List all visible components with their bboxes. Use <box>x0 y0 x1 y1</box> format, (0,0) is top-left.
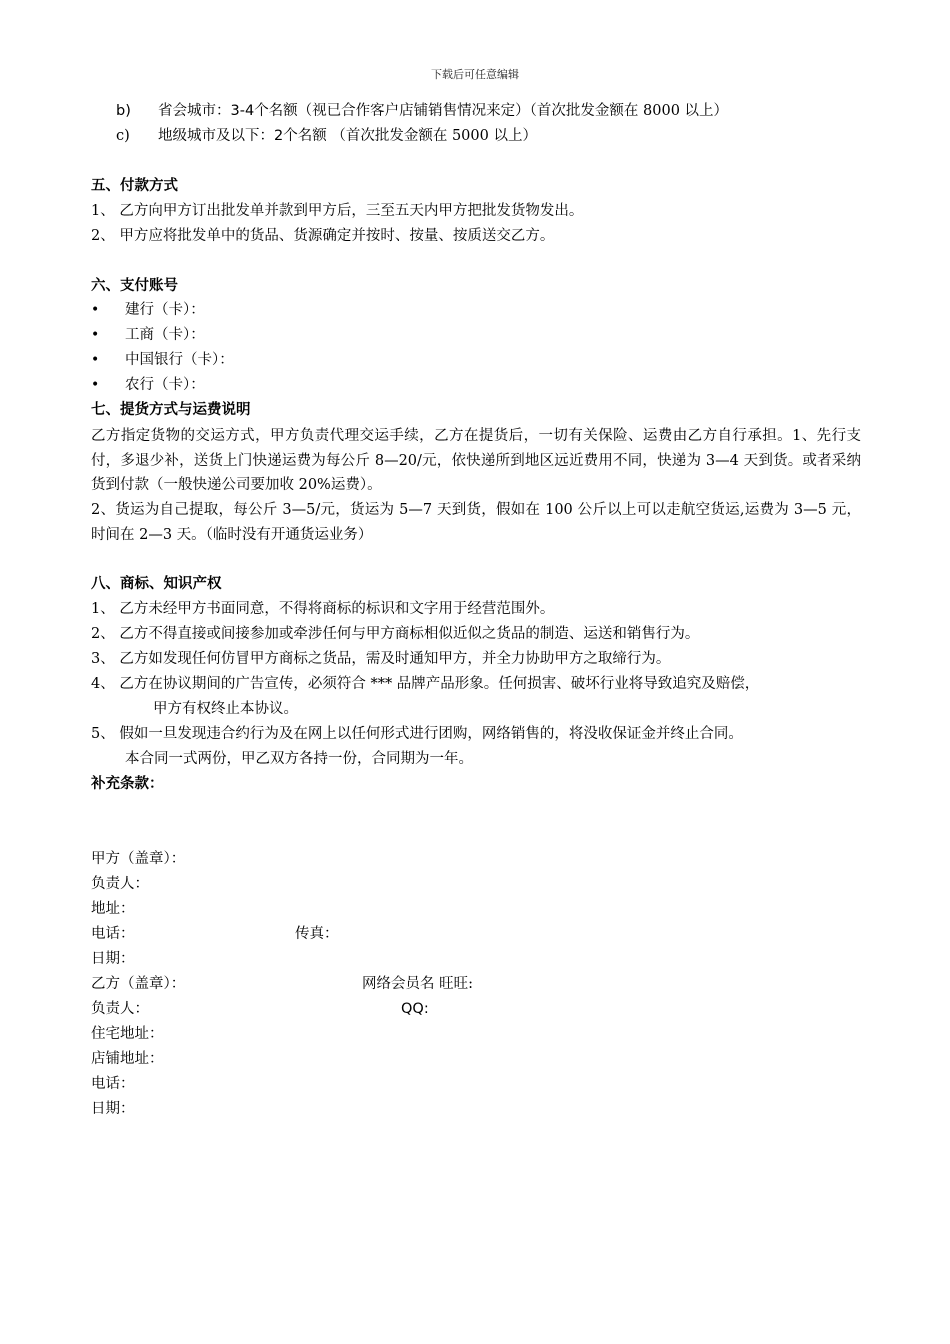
quota-b-marker: b) <box>116 103 131 119</box>
quota-c-prefix: 地级城市及以下： <box>158 128 274 144</box>
quota-c-suffix: 个名额 （首次批发金额在 5000 以上） <box>283 128 537 144</box>
page-header: 下载后可任意编辑 <box>431 68 519 81</box>
party-b-phone: 电话： <box>91 1076 135 1092</box>
bullet-dot: • <box>91 327 100 343</box>
party-a-date: 日期： <box>91 951 135 967</box>
account-abc: 农行（卡）： <box>125 377 205 393</box>
section5-item1: 1、 乙方向甲方订出批发单并款到甲方后，三至五天内甲方把批发货物发出。 <box>91 203 584 219</box>
supplement-title: 补充条款： <box>91 775 164 792</box>
party-b-member: 网络会员名 旺旺: <box>362 976 473 992</box>
section8-item1: 1、 乙方未经甲方书面同意，不得将商标的标识和文字用于经营范围外。 <box>91 601 555 617</box>
section5-title: 五、付款方式 <box>91 177 178 194</box>
party-a-person: 负责人： <box>91 876 149 892</box>
party-b-qq: QQ: <box>401 1001 429 1017</box>
party-b-person: 负责人： <box>91 1001 149 1017</box>
section8-item4: 4、 乙方在协议期间的广告宣传，必须符合 *** 品牌产品形象。任何损害、破坏行业将导致追究及赔偿， <box>91 676 760 692</box>
bullet-dot: • <box>91 377 100 393</box>
section8-item3: 3、 乙方如发现任何仿冒甲方商标之货品，需及时通知甲方，并全力协助甲方之取缔行为。 <box>91 651 671 667</box>
quota-c-line <box>158 126 537 146</box>
section7-para2: 2、货运为自己提取，每公斤 3—5/元，货运为 5—7 天到货，假如在 100 公斤以上可以走航空货运,运费为 3—5 元，时间在 2—3 天。（临时没有开通货运业务） <box>91 502 861 543</box>
quota-b-suffix: 个名额（视已合作客户店铺销售情况来定）（首次批发金额在 8000 以上） <box>254 103 729 119</box>
account-ccb: 建行（卡）： <box>125 302 205 318</box>
party-b-seal: 乙方（盖章）： <box>91 976 186 992</box>
party-b-home: 住宅地址： <box>91 1026 164 1042</box>
section8-title: 八、商标、知识产权 <box>91 575 222 592</box>
section8-item4-cont: 甲方有权终止本协议。 <box>153 701 298 717</box>
party-a-address: 地址： <box>91 901 135 917</box>
section7-title: 七、提货方式与运费说明 <box>91 401 251 418</box>
bullet-dot: • <box>91 302 100 318</box>
section8-item2: 2、 乙方不得直接或间接参加或牵涉任何与甲方商标相似近似之货品的制造、运送和销售行为。 <box>91 626 700 642</box>
party-a-phone: 电话： <box>91 926 135 942</box>
bullet-dot: • <box>91 352 100 368</box>
contract-closing: 本合同一式两份，甲乙双方各持一份，合同期为一年。 <box>125 751 473 767</box>
quota-b-prefix: 省会城市： <box>158 103 231 119</box>
section8-item5: 5、 假如一旦发现违合约行为及在网上以任何形式进行团购，网络销售的，将没收保证金并终止合同。 <box>91 726 743 742</box>
account-icbc: 工商（卡）： <box>125 327 205 343</box>
party-a-seal: 甲方（盖章）： <box>91 851 186 867</box>
account-boc: 中国银行（卡）： <box>125 352 234 368</box>
quota-c-marker: c) <box>116 128 130 144</box>
quota-c-count: 2 <box>274 128 284 144</box>
section7-para1: 乙方指定货物的交运方式，甲方负责代理交运手续，乙方在提货后，一切有关保险、运费由乙方自行承担。1、先行支付，多退少补，送货上门快递运费为每公斤 8—20/元，依快递所到地区远近费用不同，快递为 3—4 天到货。或者采纳货到付款（一般快递公司要加收 20%运费）。 <box>91 428 861 493</box>
section5-item2: 2、 甲方应将批发单中的货品、货源确定并按时、按量、按质送交乙方。 <box>91 228 555 244</box>
section6-title: 六、支付账号 <box>91 277 178 294</box>
party-b-shop: 店铺地址： <box>91 1051 164 1067</box>
party-b-date: 日期： <box>91 1101 135 1117</box>
quota-b-count: 3-4 <box>230 103 255 119</box>
quota-b-line <box>158 101 728 121</box>
party-a-fax: 传真： <box>295 926 339 942</box>
